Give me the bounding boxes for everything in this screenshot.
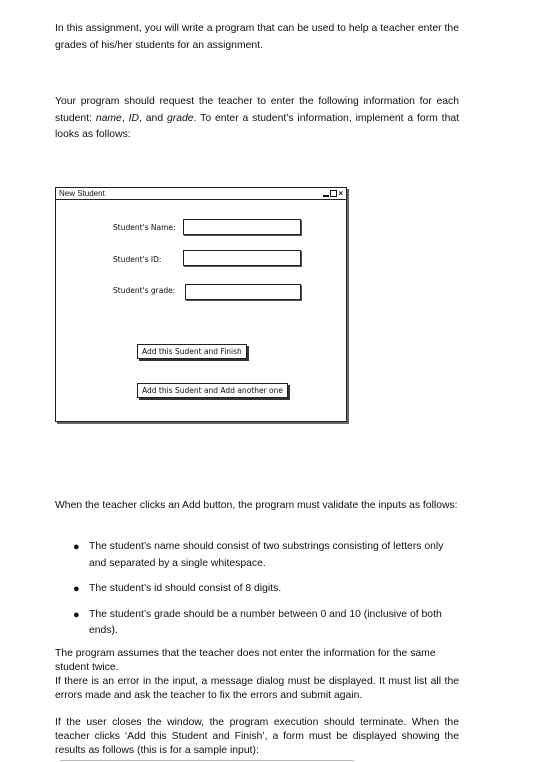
maximize-icon[interactable] <box>330 190 337 197</box>
window-title: New Student <box>59 189 105 198</box>
bullet-icon: ● <box>73 608 80 621</box>
request-text-after: . To enter a student’s information, implement a form that looks as follows: <box>55 112 460 140</box>
assumptions-paragraph <box>55 647 459 703</box>
add-another-button[interactable]: Add this Sudent and Add another one <box>137 383 288 398</box>
validation-rules-list <box>55 539 459 649</box>
list-item <box>55 607 459 640</box>
rule-id: The student’s id should consist of 8 digits. <box>89 583 282 594</box>
new-student-window-sketch <box>55 187 347 422</box>
rule-grade: The student’s grade should be a number between 0 and 10 (inclusive of both ends). <box>89 608 442 636</box>
student-name-label: Student's Name: <box>113 223 176 232</box>
list-item <box>55 581 459 598</box>
assumption-line: The program assumes that the teacher does not enter the information for the same student twice. <box>55 648 436 673</box>
list-item <box>55 539 459 572</box>
student-id-label: Student's ID: <box>113 255 162 264</box>
divider <box>60 760 354 761</box>
request-sep-1: , <box>121 112 129 124</box>
field-name-term: name <box>95 112 122 124</box>
student-id-field[interactable] <box>183 250 301 266</box>
bullet-icon: ● <box>73 541 80 553</box>
request-paragraph <box>55 94 459 144</box>
error-dialog-line: If there is an error in the input, a message dialog must be displayed. It must list all the errors made and ask the teacher to fix the errors and submit again. <box>55 676 459 701</box>
close-icon[interactable]: × <box>338 189 343 198</box>
request-sep-2: , and <box>139 112 167 124</box>
rule-name: The student’s name should consist of two substrings consisting of letters only and separated by a single whitespace. <box>89 541 444 569</box>
minimize-icon[interactable] <box>323 195 329 197</box>
closing-paragraph: If the user closes the window, the program execution should terminate. When the teacher clicks ‘Add this Student and Finish’, a form must be displayed showing the results as follows (this is for a sample input): <box>55 717 459 756</box>
bullet-icon: ● <box>73 583 80 595</box>
add-and-finish-button[interactable]: Add this Sudent and Finish <box>137 344 247 359</box>
field-grade-term: grade <box>166 112 194 124</box>
student-name-field[interactable] <box>183 219 301 235</box>
window-titlebar <box>56 188 346 200</box>
intro-paragraph: In this assignment, you will write a program that can be used to help a teacher enter the grades of his/her students for an assignment. <box>55 23 459 51</box>
student-grade-field[interactable] <box>185 284 301 300</box>
request-text-before: Your program should request the teacher to enter the following information for each student: <box>55 96 459 124</box>
window-controls <box>323 189 343 198</box>
validation-intro: When the teacher clicks an Add button, the program must validate the inputs as follows: <box>55 500 458 511</box>
student-grade-label: Student's grade: <box>113 286 176 295</box>
field-id-term: ID <box>128 112 140 124</box>
